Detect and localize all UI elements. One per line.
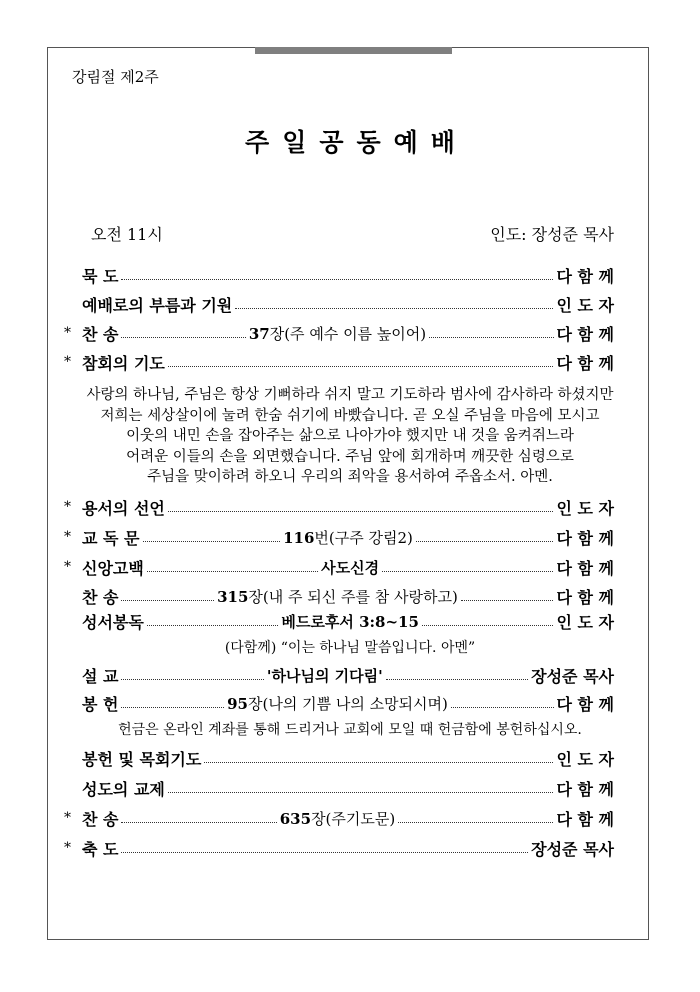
order-row-silent-prayer bbox=[64, 262, 614, 288]
row-right: 다 함 께 bbox=[556, 587, 614, 607]
row-middle bbox=[227, 693, 448, 714]
order-row-confession bbox=[64, 349, 614, 375]
row-right: 다 함 께 bbox=[556, 558, 614, 578]
row-right: 인 도 자 bbox=[556, 295, 614, 315]
hymn-title: 장(주기도문) bbox=[311, 809, 396, 828]
row-right: 다 함 께 bbox=[556, 324, 615, 344]
leader-dots bbox=[147, 624, 279, 626]
row-middle bbox=[281, 611, 419, 632]
leader-dots bbox=[121, 851, 528, 853]
sermon-title: '하나님의 기다림' bbox=[266, 666, 383, 685]
hymn-number: 95 bbox=[227, 694, 248, 713]
prayer-line: 이웃의 내민 손을 잡아주는 삶으로 나아가야 했지만 내 것을 움켜쥐느라 bbox=[126, 428, 574, 444]
row-label: 성도의 교제 bbox=[82, 779, 165, 799]
leader-dots bbox=[386, 678, 528, 680]
hymn-number: 37 bbox=[248, 324, 270, 343]
reading-title: 번(구주 강림2) bbox=[314, 528, 413, 547]
order-row-assurance bbox=[64, 494, 614, 520]
leader-dots bbox=[121, 678, 263, 680]
scripture-reference: 베드로후서 3:8~15 bbox=[281, 612, 419, 631]
row-label: 찬 송 bbox=[82, 809, 119, 829]
leader-dots bbox=[382, 570, 553, 572]
row-label: 신앙고백 bbox=[82, 558, 144, 578]
row-right: 장성준 목사 bbox=[531, 666, 614, 686]
order-row-scripture bbox=[64, 608, 614, 634]
row-mark: * bbox=[64, 499, 71, 515]
leader-dots bbox=[121, 821, 276, 823]
order-row-sermon bbox=[64, 662, 614, 688]
leader-dots bbox=[429, 336, 553, 338]
offering-note: 헌금은 온라인 계좌를 통해 드리거나 교회에 모일 때 헌금함에 봉헌하십시오. bbox=[118, 722, 582, 738]
page-title: 주일공동예배 bbox=[245, 128, 468, 157]
row-label: 설 교 bbox=[82, 666, 119, 686]
order-row-creed bbox=[64, 554, 614, 580]
order-row-responsive-reading bbox=[64, 524, 614, 550]
row-right: 다 함 께 bbox=[556, 779, 614, 799]
row-right: 인 도 자 bbox=[556, 749, 614, 769]
prayer-line: 주님을 맞이하려 하오니 우리의 죄악을 용서하여 주옵소서. 아멘. bbox=[147, 469, 553, 485]
row-label: 용서의 선언 bbox=[82, 498, 165, 518]
order-row-call-to-worship bbox=[64, 291, 614, 317]
leader-dots bbox=[235, 307, 553, 309]
row-mark: * bbox=[64, 354, 71, 370]
hymn-title: 장(나의 기쁨 나의 소망되시며) bbox=[247, 694, 448, 713]
top-bar bbox=[255, 47, 452, 54]
row-label: 참회의 기도 bbox=[82, 353, 165, 373]
order-row-hymn-2 bbox=[64, 583, 614, 609]
hymn-title: 장(내 주 되신 주를 참 사랑하고) bbox=[248, 587, 458, 606]
row-right: 인 도 자 bbox=[556, 498, 614, 518]
leader-dots bbox=[168, 791, 554, 793]
hymn-title: 장(주 예수 이름 높이어) bbox=[269, 324, 427, 343]
leader-dots bbox=[416, 540, 554, 542]
leader-dots bbox=[168, 365, 554, 367]
leader-dots bbox=[121, 278, 553, 280]
row-right: 다 함 께 bbox=[556, 266, 614, 286]
prayer-line: 저희는 세상살이에 눌려 한숨 쉬기에 바빴습니다. 곧 오실 주님을 마음에 모시고 bbox=[100, 407, 600, 424]
row-label: 봉 헌 bbox=[82, 694, 119, 714]
leader-dots bbox=[147, 570, 318, 572]
row-label: 찬 송 bbox=[82, 587, 119, 607]
row-middle bbox=[280, 808, 395, 829]
row-middle bbox=[321, 557, 379, 578]
leader-dots bbox=[121, 336, 245, 338]
row-middle bbox=[283, 527, 413, 548]
reading-number: 116 bbox=[283, 528, 315, 547]
scripture-response: (다함께) “이는 하나님 말씀입니다. 아멘” bbox=[224, 640, 476, 656]
row-middle bbox=[217, 586, 458, 607]
row-right: 다 함 께 bbox=[556, 528, 614, 548]
service-time: 오전 11시 bbox=[91, 225, 163, 244]
row-right: 다 함 께 bbox=[556, 353, 614, 373]
prayer-line: 어려운 이들의 손을 외면했습니다. 주님 앞에 회개하며 깨끗한 심령으로 bbox=[126, 448, 574, 465]
row-label: 교 독 문 bbox=[82, 528, 140, 548]
confession-prayer-text bbox=[60, 385, 640, 488]
row-label: 성서봉독 bbox=[82, 612, 144, 632]
row-label: 봉헌 및 목회기도 bbox=[82, 749, 202, 769]
row-middle bbox=[249, 323, 426, 344]
hymn-number: 635 bbox=[279, 809, 312, 828]
row-mark: * bbox=[64, 810, 71, 826]
leader-dots bbox=[422, 624, 554, 626]
row-right: 다 함 께 bbox=[556, 809, 614, 829]
order-row-pastoral-prayer bbox=[64, 745, 614, 771]
creed-name: 사도신경 bbox=[321, 558, 380, 577]
order-row-benediction bbox=[64, 835, 614, 861]
leader-dots bbox=[143, 540, 281, 542]
prayer-line: 사랑의 하나님, 주님은 항상 기뻐하라 쉬지 말고 기도하라 범사에 감사하라 하셨지만 bbox=[86, 387, 614, 403]
row-right: 인 도 자 bbox=[556, 612, 614, 632]
service-leader: 인도: 장성준 목사 bbox=[490, 225, 614, 244]
leader-dots bbox=[168, 510, 554, 512]
row-right: 장성준 목사 bbox=[531, 839, 614, 859]
order-row-fellowship bbox=[64, 775, 614, 801]
row-right: 다 함 께 bbox=[556, 694, 615, 714]
row-mark: * bbox=[64, 559, 71, 575]
leader-dots bbox=[121, 599, 214, 601]
row-mark: * bbox=[64, 325, 71, 341]
leader-dots bbox=[451, 706, 554, 708]
leader-dots bbox=[461, 599, 554, 601]
order-row-hymn-1 bbox=[64, 320, 614, 346]
row-label: 축 도 bbox=[82, 839, 119, 859]
row-mark: * bbox=[64, 840, 71, 856]
order-row-hymn-3 bbox=[64, 805, 614, 831]
hymn-number: 315 bbox=[217, 587, 249, 606]
row-middle bbox=[267, 665, 383, 686]
leader-dots bbox=[398, 821, 553, 823]
leader-dots bbox=[204, 761, 553, 763]
row-mark: * bbox=[64, 529, 71, 545]
row-label: 예배로의 부름과 기원 bbox=[82, 295, 233, 315]
season-label: 강림절 제2주 bbox=[72, 68, 159, 86]
row-label: 찬 송 bbox=[82, 324, 119, 344]
leader-dots bbox=[121, 706, 224, 708]
row-label: 묵 도 bbox=[82, 266, 119, 286]
order-row-offering bbox=[64, 690, 614, 716]
